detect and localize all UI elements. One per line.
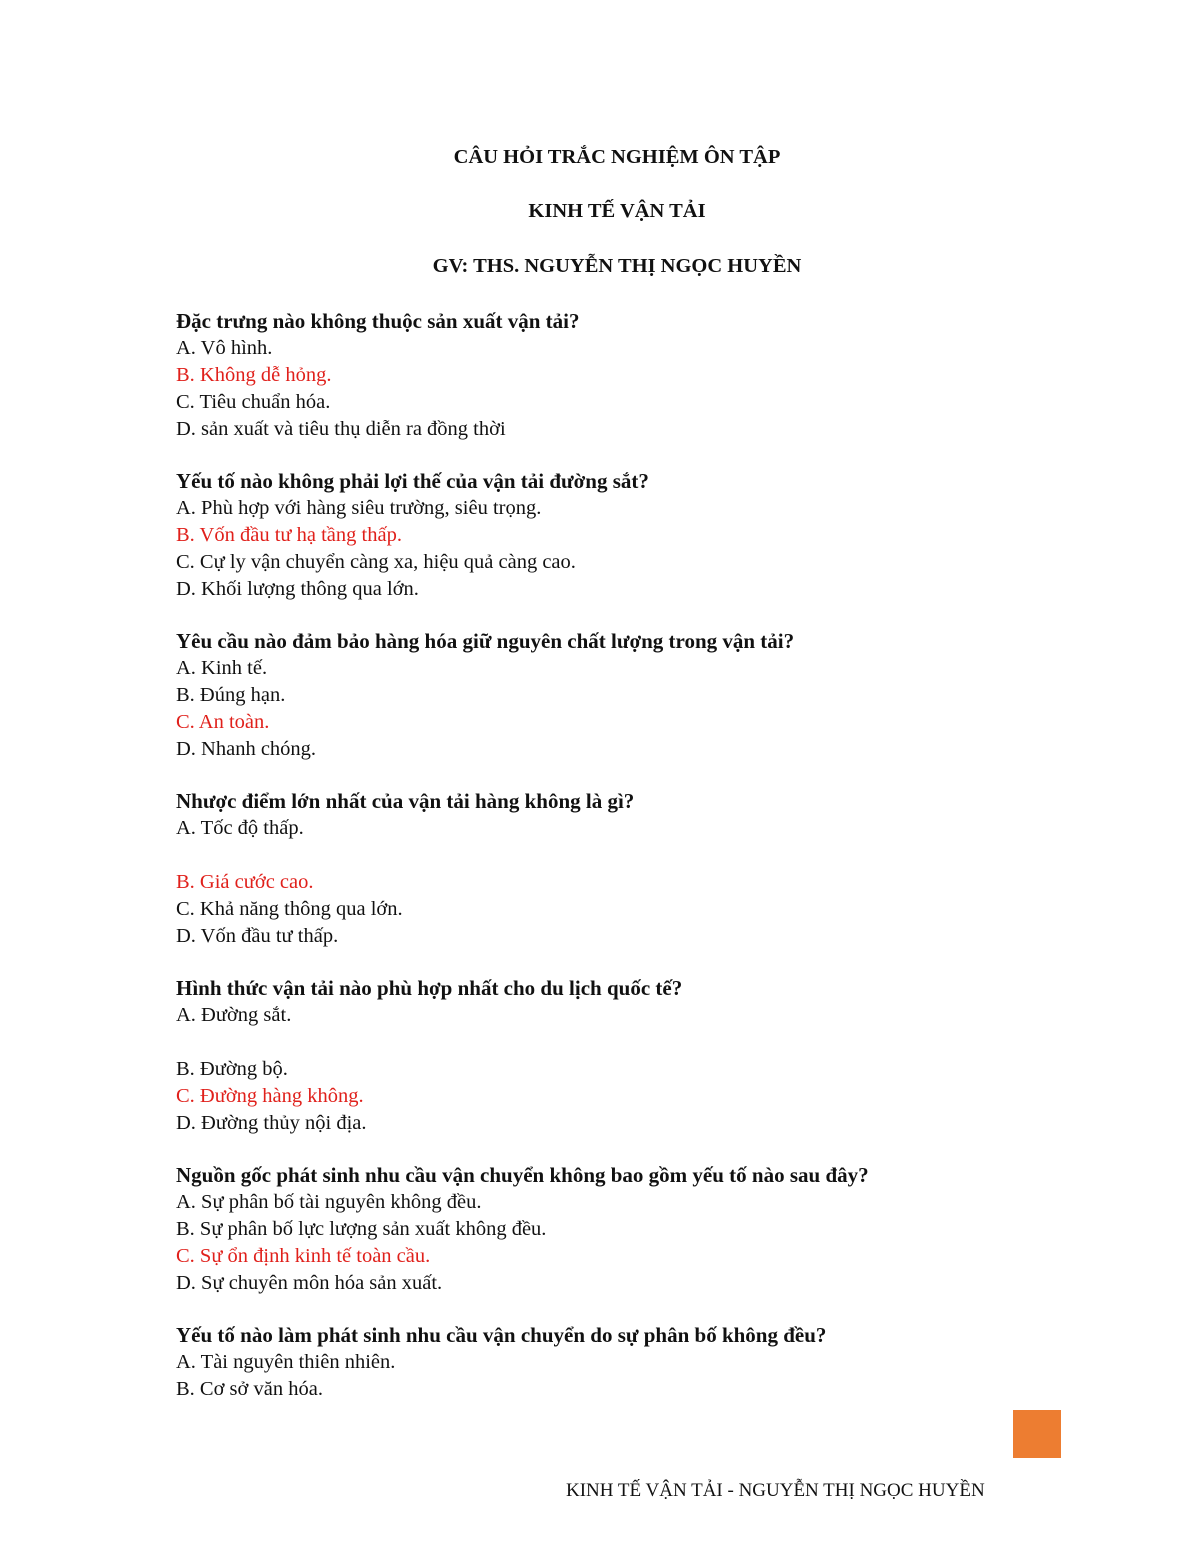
answer-option-correct: B. Vốn đầu tư hạ tầng thấp. bbox=[176, 524, 402, 546]
answer-option: B. Đúng hạn. bbox=[176, 684, 286, 706]
answer-option: C. Tiêu chuẩn hóa. bbox=[176, 391, 331, 413]
question-block bbox=[176, 1322, 1076, 1403]
answer-option: D. Khối lượng thông qua lớn. bbox=[176, 578, 419, 600]
question-block bbox=[176, 628, 1076, 763]
question-block bbox=[176, 1162, 1076, 1297]
question-block bbox=[176, 975, 1076, 1137]
option-list bbox=[176, 1002, 1076, 1137]
orange-corner-decoration bbox=[1013, 1410, 1061, 1458]
question-list bbox=[176, 308, 1076, 1428]
question-text: Nguồn gốc phát sinh nhu cầu vận chuyển không bao gồm yếu tố nào sau đây? bbox=[176, 1163, 869, 1187]
answer-option: C. Khả năng thông qua lớn. bbox=[176, 898, 403, 920]
answer-option: A. Phù hợp với hàng siêu trường, siêu trọng. bbox=[176, 497, 542, 519]
question-text: Hình thức vận tải nào phù hợp nhất cho du lịch quốc tế? bbox=[176, 976, 683, 1000]
option-list bbox=[176, 495, 1076, 603]
option-list bbox=[176, 1349, 1076, 1403]
answer-option: D. Vốn đầu tư thấp. bbox=[176, 925, 339, 947]
answer-option-correct: B. Giá cước cao. bbox=[176, 871, 314, 893]
lecturer-line: GV: THS. NGUYỄN THỊ NGỌC HUYỀN bbox=[432, 255, 802, 277]
answer-option: D. sản xuất và tiêu thụ diễn ra đồng thời bbox=[176, 418, 506, 440]
answer-option: C. Cự ly vận chuyển càng xa, hiệu quả càng cao. bbox=[176, 551, 576, 573]
answer-option: A. Đường sắt. bbox=[176, 1004, 292, 1026]
answer-option: A. Kinh tế. bbox=[176, 657, 268, 679]
option-list bbox=[176, 815, 1076, 950]
answer-option-correct: C. An toàn. bbox=[176, 711, 270, 733]
question-block bbox=[176, 468, 1076, 603]
answer-option: D. Đường thủy nội địa. bbox=[176, 1112, 367, 1134]
answer-option-correct: C. Đường hàng không. bbox=[176, 1085, 364, 1107]
answer-option: D. Sự chuyên môn hóa sản xuất. bbox=[176, 1272, 443, 1294]
question-text: Yếu tố nào không phải lợi thế của vận tải đường sắt? bbox=[176, 469, 649, 493]
question-block bbox=[176, 788, 1076, 950]
answer-option: D. Nhanh chóng. bbox=[176, 738, 317, 760]
answer-option: B. Sự phân bố lực lượng sản xuất không đều. bbox=[176, 1218, 547, 1240]
answer-option: B. Cơ sở văn hóa. bbox=[176, 1378, 323, 1400]
answer-option: A. Tốc độ thấp. bbox=[176, 817, 304, 839]
answer-option: A. Tài nguyên thiên nhiên. bbox=[176, 1351, 396, 1373]
question-text: Yếu tố nào làm phát sinh nhu cầu vận chuyển do sự phân bố không đều? bbox=[176, 1323, 827, 1347]
question-text: Nhược điểm lớn nhất của vận tải hàng không là gì? bbox=[176, 789, 635, 813]
question-text: Đặc trưng nào không thuộc sản xuất vận tải? bbox=[176, 309, 580, 333]
option-list bbox=[176, 335, 1076, 443]
option-list bbox=[176, 655, 1076, 763]
page-footer: KINH TẾ VẬN TẢI - NGUYỄN THỊ NGỌC HUYỀN bbox=[566, 1480, 985, 1501]
answer-option: A. Sự phân bố tài nguyên không đều. bbox=[176, 1191, 482, 1213]
answer-option-correct: B. Không dễ hỏng. bbox=[176, 364, 332, 386]
option-list bbox=[176, 1189, 1076, 1297]
answer-option: A. Vô hình. bbox=[176, 337, 273, 359]
question-block bbox=[176, 308, 1076, 443]
subject-title: KINH TẾ VẬN TẢI bbox=[528, 200, 706, 222]
document-title: CÂU HỎI TRẮC NGHIỆM ÔN TẬP bbox=[453, 146, 781, 168]
answer-option-correct: C. Sự ổn định kinh tế toàn cầu. bbox=[176, 1245, 431, 1267]
answer-option: B. Đường bộ. bbox=[176, 1058, 288, 1080]
question-text: Yêu cầu nào đảm bảo hàng hóa giữ nguyên chất lượng trong vận tải? bbox=[176, 629, 795, 653]
